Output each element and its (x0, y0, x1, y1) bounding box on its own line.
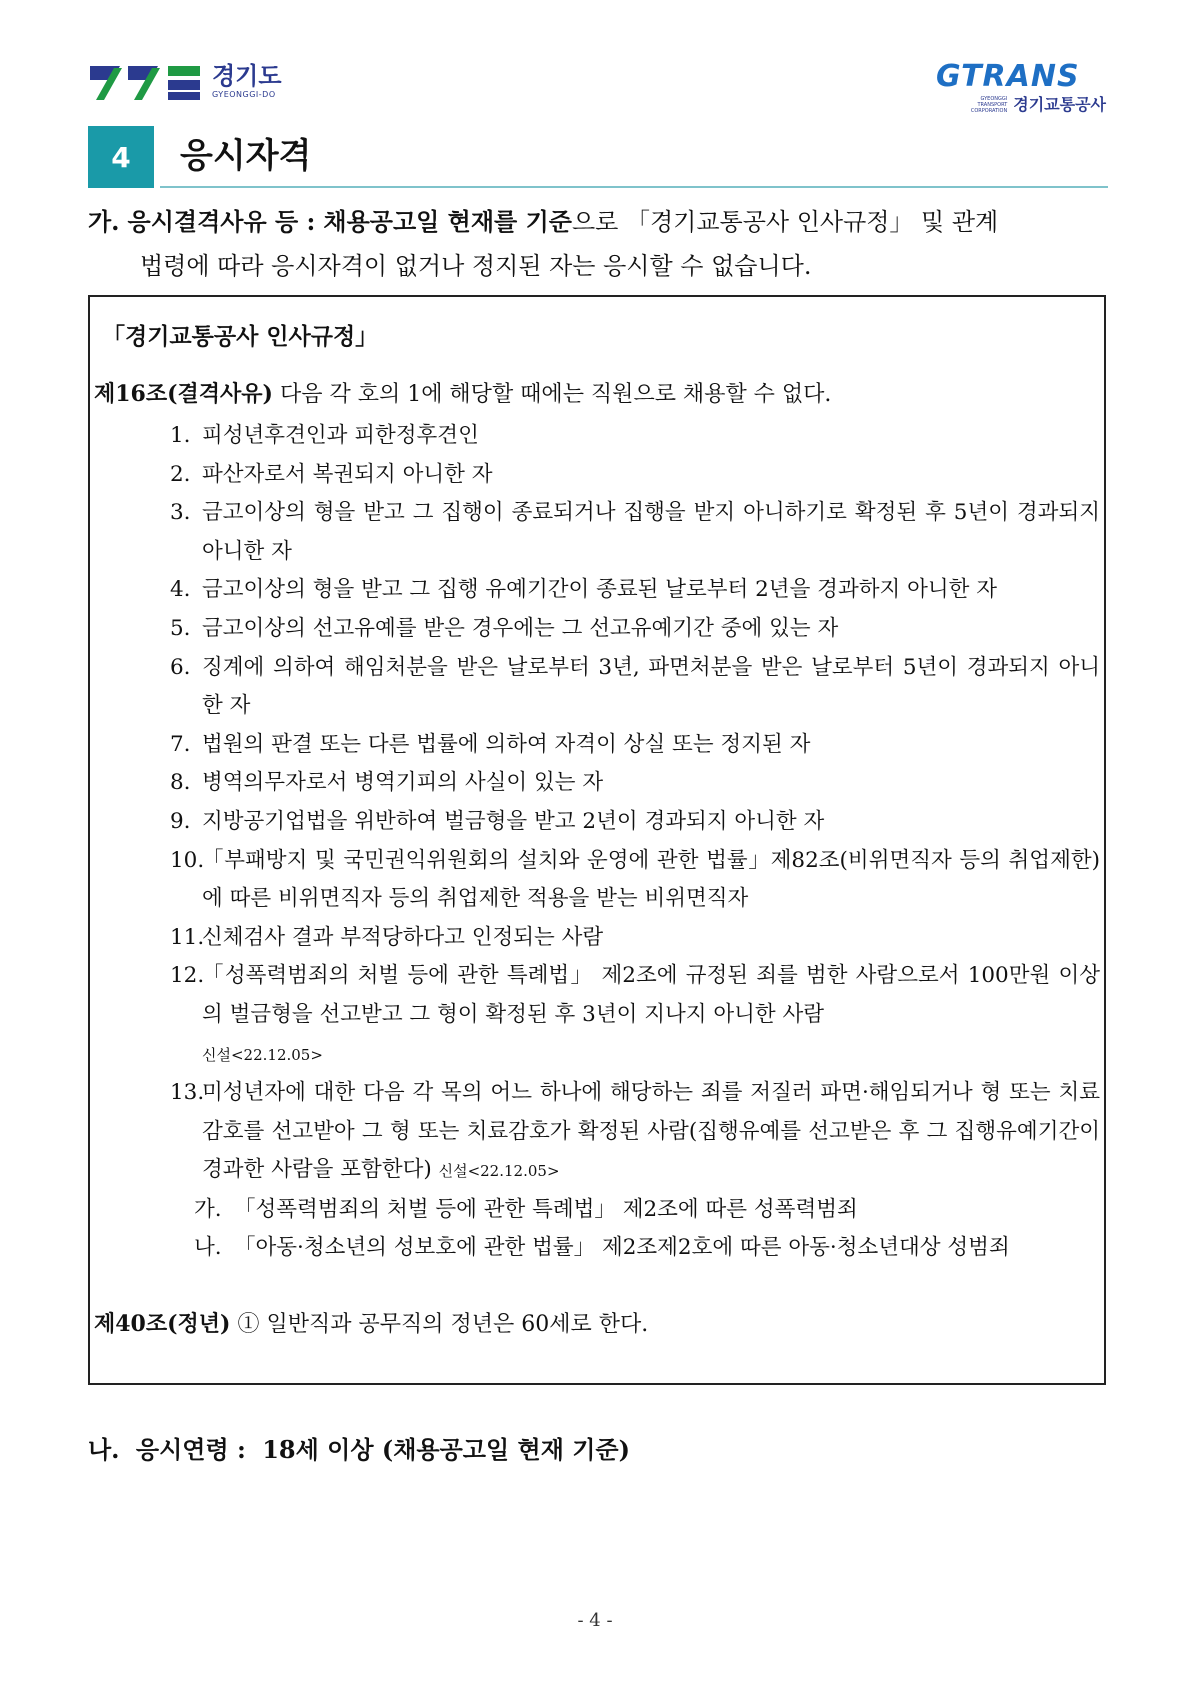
item-text: 금고이상의 형을 받고 그 집행 유예기간이 종료된 날로부터 2년을 경과하지 아니한 자 (202, 577, 998, 603)
item-text: 병역의무자로서 병역기피의 사실이 있는 자 (202, 770, 604, 796)
item-number: 7. (170, 731, 191, 757)
list-item (170, 764, 1100, 803)
amendment-note: 신설<22.12.05> (202, 1045, 323, 1064)
ga-label: 가. (88, 207, 120, 236)
item-number: 8. (170, 770, 191, 796)
item-text: 「성폭력범죄의 처벌 등에 관한 특례법」 제2조에 규정된 죄를 범한 사람으로서 100만원 이상의 벌금형을 선고받고 그 형이 확정된 후 3년이 지나지 아니한 사람 (202, 963, 1100, 1027)
section-header (88, 126, 1108, 188)
item-text: 법원의 판결 또는 다른 법률에 의하여 자격이 상실 또는 정지된 자 (202, 731, 811, 757)
item-number: 9. (170, 808, 191, 834)
list-item (170, 842, 1100, 919)
item-number: 6. (170, 654, 191, 680)
gyeonggi-logo (88, 60, 288, 108)
ga-heading: 응시결격사유 등 : (127, 207, 316, 236)
disqualification-paragraph (88, 200, 1108, 288)
section-divider (160, 186, 1108, 188)
item-number: 13. (170, 1080, 205, 1106)
item-text: 신체검사 결과 부적당하다고 인정되는 사람 (202, 924, 604, 950)
item-text: 징계에 의하여 해임처분을 받은 날로부터 3년, 파면처분을 받은 날로부터 5년이 경과되지 아니한 자 (202, 654, 1100, 719)
section-title: 응시자격 (180, 136, 312, 176)
item-number: 3. (170, 500, 191, 526)
gyeonggi-logo-subtext: GYEONGGI-DO (212, 90, 276, 99)
gtrans-brand-text: GTRANS (936, 59, 1080, 94)
regulation-title: 「경기교통공사 인사규정」 (102, 323, 379, 350)
list-item (170, 417, 1100, 456)
article-16 (94, 377, 831, 412)
na-heading: 응시연령 : (135, 1435, 246, 1464)
ga-bold-text: 채용공고일 현재를 기준 (323, 207, 572, 236)
article-40-label: 제40조(정년) (94, 1311, 231, 1337)
item-number: 4. (170, 577, 191, 603)
item-text: 피성년후견인과 피한정후견인 (202, 423, 479, 448)
list-item (170, 610, 1100, 649)
ga-text-line1: 으로 「경기교통공사 인사규정」 및 관계 (571, 208, 999, 236)
list-item (170, 649, 1100, 726)
list-item (170, 957, 1100, 1074)
article-40 (94, 1307, 648, 1342)
gtrans-logo (936, 60, 1106, 116)
sub-item-number: 나. (194, 1235, 222, 1261)
page-number: - 4 - (577, 1610, 613, 1631)
article-16-text: 다음 각 호의 1에 해당할 때에는 직원으로 채용할 수 없다. (279, 382, 832, 407)
item-text: 금고이상의 형을 받고 그 집행이 종료되거나 집행을 받지 아니하기로 확정된 후 5년이 경과되지 아니한 자 (202, 500, 1100, 564)
item-text: 지방공기업법을 위반하여 벌금형을 받고 2년이 경과되지 아니한 자 (202, 808, 825, 834)
sub-item (170, 1229, 1100, 1268)
regulation-box (88, 295, 1106, 1385)
item-text: 「부패방지 및 국민권익위원회의 설치와 운영에 관한 법률」제82조(비위면직자 등의 취업제한)에 따른 비위면직자 등의 취업제한 적용을 받는 비위면직자 (202, 847, 1100, 912)
item-number: 1. (170, 423, 191, 448)
item-number: 10. (170, 847, 205, 873)
gyeonggi-logo-mark-icon (88, 60, 204, 104)
list-item (170, 1074, 1100, 1191)
sub-item-text: 「성폭력범죄의 처벌 등에 관한 특례법」 제2조에 따른 성폭력범죄 (234, 1196, 858, 1222)
section-number: 4 (88, 126, 154, 188)
na-label: 나. (88, 1435, 120, 1464)
gtrans-corp-text: GYEONGGI TRANSPORT CORPORATION (970, 96, 1008, 114)
item-text: 파산자로서 복권되지 아니한 자 (202, 461, 493, 487)
item-number: 5. (170, 615, 191, 641)
item-text: 금고이상의 선고유예를 받은 경우에는 그 선고유예기간 중에 있는 자 (202, 615, 839, 641)
sub-item-number: 가. (194, 1196, 222, 1222)
item-number: 12. (170, 963, 205, 989)
list-item (170, 919, 1100, 958)
list-item (170, 456, 1100, 495)
item-number: 2. (170, 461, 191, 487)
article-16-label: 제16조(결격사유) (94, 381, 273, 407)
amendment-note: 신설<22.12.05> (438, 1162, 560, 1181)
list-item (170, 494, 1100, 571)
disqualification-list (170, 417, 1100, 1268)
list-item (170, 571, 1100, 610)
gtrans-name-text: 경기교통공사 (1013, 95, 1106, 114)
list-item (170, 803, 1100, 842)
article-40-text: ① 일반직과 공무직의 정년은 60세로 한다. (237, 1312, 649, 1337)
item-text: 미성년자에 대한 다음 각 목의 어느 하나에 해당하는 죄를 저질러 파면·해임되거나 형 또는 치료감호를 선고받아 그 형 또는 치료감호가 확정된 사람(집행유예를 선고받은 후 그 집행유예기간이 경과한 사람을 포함한다) (202, 1080, 1100, 1183)
sub-item (170, 1191, 1100, 1230)
list-item (170, 726, 1100, 765)
item-number: 11. (170, 924, 205, 950)
gyeonggi-logo-text: 경기도 (212, 62, 282, 90)
ga-text-line2: 법령에 따라 응시자격이 없거나 정지된 자는 응시할 수 없습니다. (140, 252, 812, 280)
age-requirement (88, 1430, 630, 1470)
na-text: 18세 이상 (채용공고일 현재 기준) (262, 1435, 630, 1464)
sub-item-text: 「아동·청소년의 성보호에 관한 법률」 제2조제2호에 따른 아동·청소년대상 성범죄 (234, 1235, 1010, 1261)
